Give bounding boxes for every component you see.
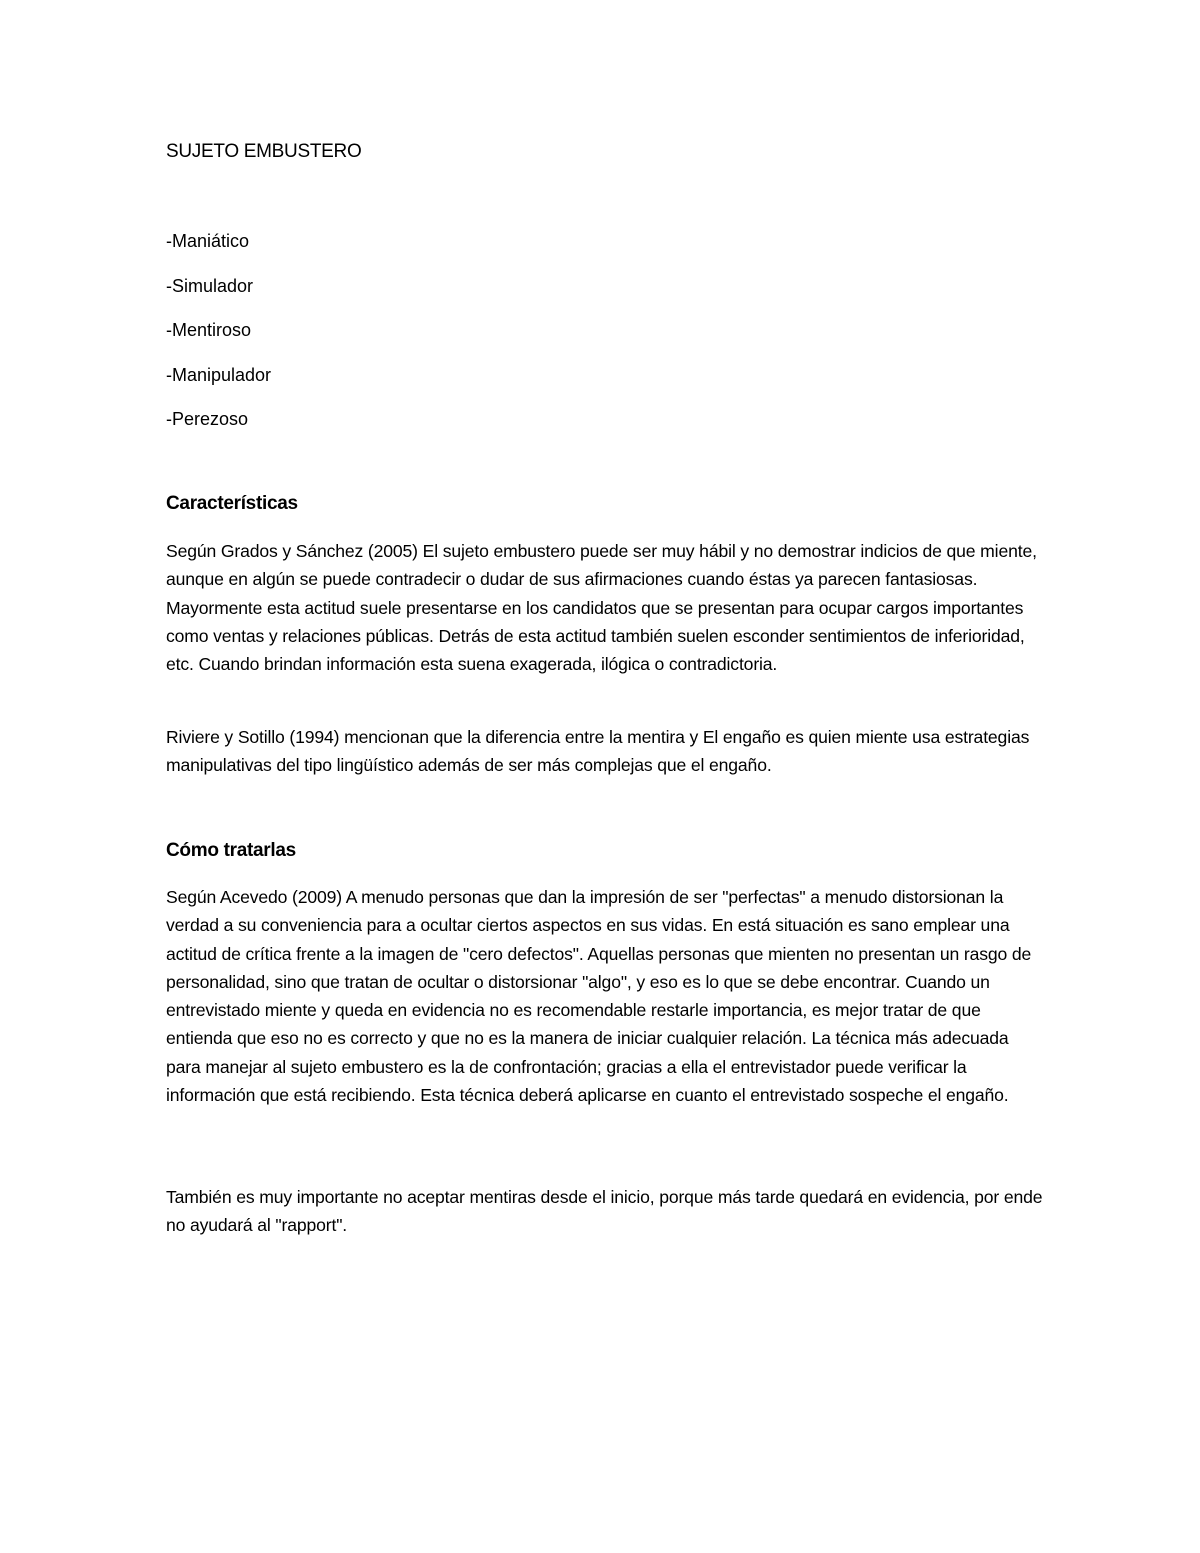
list-item: -Manipulador (166, 364, 272, 385)
list-item: -Maniático (166, 231, 250, 251)
paragraph: También es muy importante no aceptar mentiras desde el inicio, porque más tarde quedará en evidencia, por ende no ayudará al "rapport". (166, 1187, 1043, 1236)
list-item: -Perezoso (166, 409, 249, 429)
trait-list (166, 229, 271, 452)
list-item: -Simulador (166, 275, 254, 296)
paragraph: Riviere y Sotillo (1994) mencionan que la diferencia entre la mentira y El engaño es quien miente usa estrategias manipulativas del tipo lingüístico además de ser más complejas que el engaño. (166, 727, 1030, 776)
paragraph: Según Grados y Sánchez (2005) El sujeto embustero puede ser muy hábil y no demostrar indicios de que miente, aunque en algún se puede contradecir o dudar de sus afirmaciones cuando éstas ya parecen fantasiosas. Mayormente esta actitud suele presentarse en los candidatos que se presentan para ocupar cargos importantes como ventas y relaciones públicas. Detrás de esta actitud también suelen esconder sentimientos de inferioridad, etc. Cuando brindan información esta suena exagerada, ilógica o contradictoria. (166, 541, 1037, 675)
section-heading-caracteristicas: Características (166, 493, 298, 514)
section-heading-como-tratarlas: Cómo tratarlas (166, 840, 296, 861)
paragraph: Según Acevedo (2009) A menudo personas que dan la impresión de ser "perfectas" a menudo distorsionan la verdad a su conveniencia para a ocultar ciertos aspectos en sus vidas. En está situación es sano emplear una actitud de crítica frente a la imagen de "cero defectos". Aquellas personas que mienten no presentan un rasgo de personalidad, sino que tratan de ocultar o distorsionar "algo", y eso es lo que se debe encontrar. Cuando un entrevistado miente y queda en evidencia no es recomendable restarle importancia, es mejor tratar de que entienda que eso no es correcto y que no es la manera de iniciar cualquier relación. La técnica más adecuada para manejar al sujeto embustero es la de confrontación; gracias a ella el entrevistador puede verificar la información que está recibiendo. Esta técnica deberá aplicarse en cuanto el entrevistado sospeche el engaño. (166, 887, 1032, 1106)
list-item: -Mentiroso (166, 320, 252, 340)
document-title: SUJETO EMBUSTERO (166, 141, 362, 162)
